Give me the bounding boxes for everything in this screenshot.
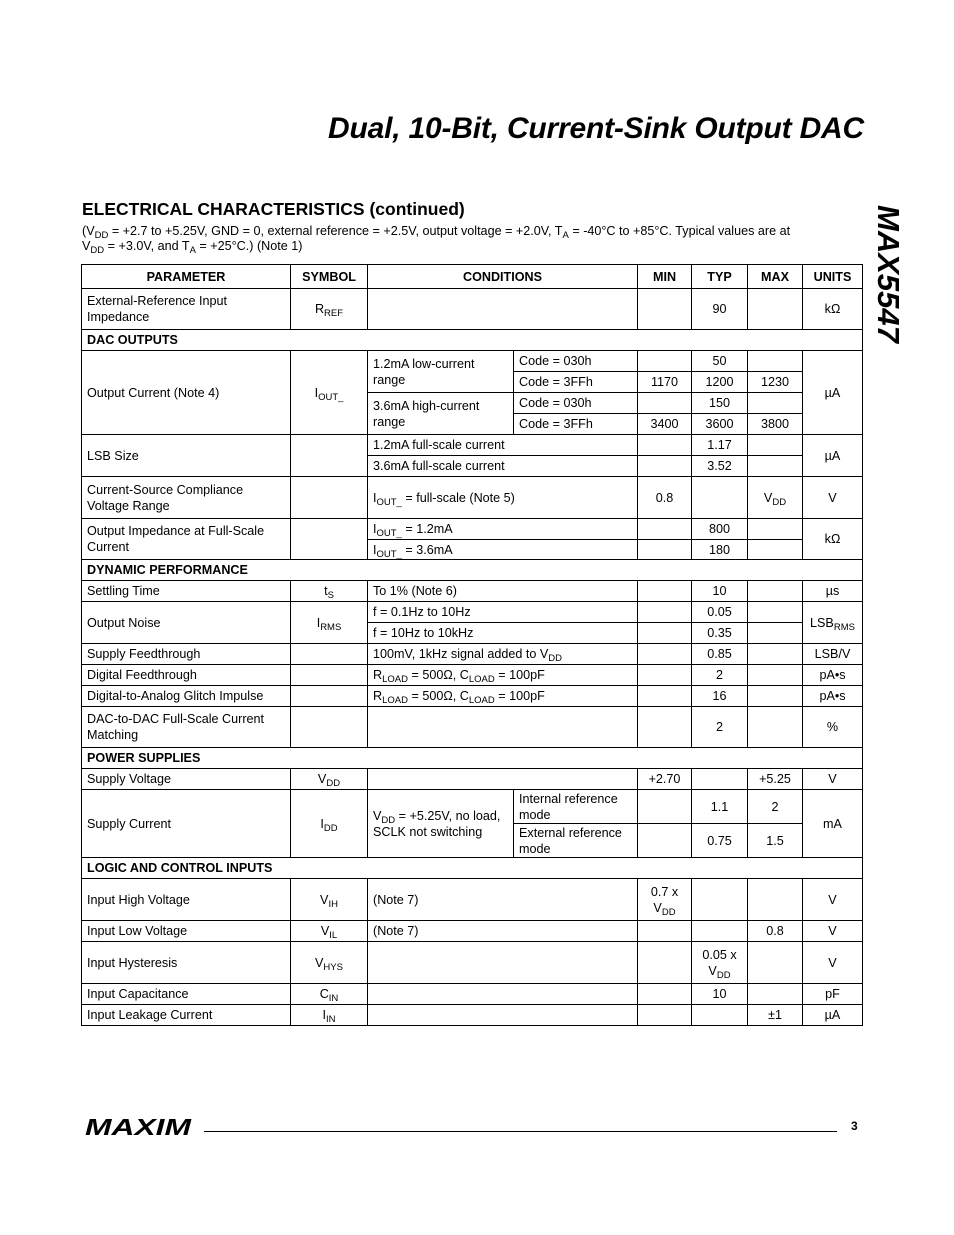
units-cell: µA bbox=[803, 435, 863, 477]
param-cell: DAC-to-DAC Full-Scale Current Matching bbox=[82, 707, 291, 748]
symbol-cell: $C_{IN}$ bbox=[291, 984, 368, 1005]
typ-cell: 180 bbox=[692, 540, 748, 560]
typ-cell: 10 bbox=[692, 984, 748, 1005]
units-cell: % bbox=[803, 707, 863, 748]
param-cell: Input Leakage Current bbox=[82, 1005, 291, 1026]
table-row bbox=[82, 707, 863, 748]
param-cell: Digital-to-Analog Glitch Impulse bbox=[82, 686, 291, 707]
table-row bbox=[82, 644, 863, 665]
condition-cell: 1.2mA low-current range bbox=[368, 351, 514, 393]
col-header-min: MIN bbox=[638, 265, 692, 289]
table-row bbox=[82, 602, 863, 623]
table-row bbox=[82, 665, 863, 686]
units-cell: kΩ bbox=[803, 519, 863, 560]
symbol-cell: $I_{OUT\_}$ bbox=[291, 351, 368, 435]
col-header-typ: TYP bbox=[692, 265, 748, 289]
section-row bbox=[82, 858, 863, 879]
typ-cell: 10 bbox=[692, 581, 748, 602]
maxim-logo bbox=[84, 1116, 192, 1143]
section-label: LOGIC AND CONTROL INPUTS bbox=[82, 858, 863, 879]
param-cell: Current-Source Compliance Voltage Range bbox=[82, 477, 291, 519]
maxim-logo-mark bbox=[84, 1116, 192, 1138]
typ-cell: 0.05 bbox=[692, 602, 748, 623]
typ-cell: 0.05 x $V_{DD}$ bbox=[692, 942, 748, 984]
max-cell: $V_{DD}$ bbox=[748, 477, 803, 519]
typ-cell: 150 bbox=[692, 393, 748, 414]
min-cell: 3400 bbox=[638, 414, 692, 435]
units-cell: pF bbox=[803, 984, 863, 1005]
min-cell: 1170 bbox=[638, 372, 692, 393]
table-row bbox=[82, 477, 863, 519]
max-cell: 3800 bbox=[748, 414, 803, 435]
param-cell: Input Capacitance bbox=[82, 984, 291, 1005]
units-cell: V bbox=[803, 879, 863, 921]
param-cell: LSB Size bbox=[82, 435, 291, 477]
symbol-cell: $R_{REF}$ bbox=[291, 289, 368, 330]
symbol-cell: $V_{DD}$ bbox=[291, 769, 368, 790]
units-cell: $LSB_{RMS}$ bbox=[803, 602, 863, 644]
min-cell: 0.8 bbox=[638, 477, 692, 519]
units-cell: µA bbox=[803, 351, 863, 435]
typ-cell: 50 bbox=[692, 351, 748, 372]
typ-cell: 0.75 bbox=[692, 824, 748, 858]
section-label: POWER SUPPLIES bbox=[82, 748, 863, 769]
units-cell: V bbox=[803, 477, 863, 519]
table-header-row bbox=[82, 265, 863, 289]
typ-cell: 0.35 bbox=[692, 623, 748, 644]
conditions-line-2: $V_{DD} = +3.0V$, and $T_A = +25^\circ C$.) (Note 1) bbox=[82, 239, 303, 256]
symbol-cell: $V_{IL}$ bbox=[291, 921, 368, 942]
condition-cell: To 1% (Note 6) bbox=[368, 581, 638, 602]
units-cell: pA•s bbox=[803, 665, 863, 686]
typ-cell: 2 bbox=[692, 665, 748, 686]
min-cell: 0.7 x $V_{DD}$ bbox=[638, 879, 692, 921]
units-cell: V bbox=[803, 942, 863, 984]
condition-cell: (Note 7) bbox=[368, 879, 638, 921]
symbol-cell: $V_{IH}$ bbox=[291, 879, 368, 921]
sub-condition-cell: External reference mode bbox=[514, 824, 638, 858]
typ-cell: 800 bbox=[692, 519, 748, 540]
table-row bbox=[82, 1005, 863, 1026]
condition-cell: $V_{DD} = +5.25V$, no load, SCLK not switching bbox=[368, 790, 514, 858]
symbol-cell: $V_{HYS}$ bbox=[291, 942, 368, 984]
condition-cell: f = 10Hz to 10kHz bbox=[368, 623, 638, 644]
units-cell: pA•s bbox=[803, 686, 863, 707]
typ-cell: 1.1 bbox=[692, 790, 748, 824]
table-row bbox=[82, 519, 863, 540]
typ-cell: 16 bbox=[692, 686, 748, 707]
units-cell: V bbox=[803, 769, 863, 790]
table-row bbox=[82, 942, 863, 984]
page-number: 3 bbox=[851, 1119, 858, 1133]
section-row bbox=[82, 748, 863, 769]
table-row bbox=[82, 790, 863, 824]
condition-cell: $R_{LOAD} = 500\Omega$, $C_{LOAD} = 100pF$ bbox=[368, 665, 638, 686]
max-cell: ±1 bbox=[748, 1005, 803, 1026]
param-cell: Input Low Voltage bbox=[82, 921, 291, 942]
units-cell: mA bbox=[803, 790, 863, 858]
condition-cell: $I_{OUT\_} = 1.2mA$ bbox=[368, 519, 638, 540]
symbol-cell: $I_{RMS}$ bbox=[291, 602, 368, 644]
param-cell: Output Noise bbox=[82, 602, 291, 644]
condition-cell: 1.2mA full-scale current bbox=[368, 435, 638, 456]
sub-condition-cell: Code = 030h bbox=[514, 351, 638, 372]
param-cell: Supply Feedthrough bbox=[82, 644, 291, 665]
section-row bbox=[82, 330, 863, 351]
sub-condition-cell: Code = 030h bbox=[514, 393, 638, 414]
table-row bbox=[82, 351, 863, 372]
col-header-max: MAX bbox=[748, 265, 803, 289]
symbol-cell: $I_{DD}$ bbox=[291, 790, 368, 858]
symbol-cell: $I_{IN}$ bbox=[291, 1005, 368, 1026]
min-cell: +2.70 bbox=[638, 769, 692, 790]
col-header-conditions: CONDITIONS bbox=[368, 265, 638, 289]
max-cell: 0.8 bbox=[748, 921, 803, 942]
typ-cell: 2 bbox=[692, 707, 748, 748]
condition-cell: $I_{OUT\_} = 3.6mA$ bbox=[368, 540, 638, 560]
typ-cell: 90 bbox=[692, 289, 748, 330]
section-label: DYNAMIC PERFORMANCE bbox=[82, 560, 863, 581]
param-cell: External-Reference Input Impedance bbox=[82, 289, 291, 330]
max-cell: 1230 bbox=[748, 372, 803, 393]
condition-cell: f = 0.1Hz to 10Hz bbox=[368, 602, 638, 623]
units-cell: µA bbox=[803, 1005, 863, 1026]
side-part-number: MAX5547 bbox=[871, 205, 906, 343]
conditions-line-1: ($V_{DD} = +2.7$ to +5.25V, GND = 0, external reference = +2.5V, output voltage = +2.0V, $T_A = -40^\circ C$ to +85°C. Typical values are at bbox=[82, 224, 791, 241]
symbol-cell: $t_S$ bbox=[291, 581, 368, 602]
table-row bbox=[82, 435, 863, 456]
param-cell: Input Hysteresis bbox=[82, 942, 291, 984]
param-cell: Output Impedance at Full-Scale Current bbox=[82, 519, 291, 560]
condition-cell: 3.6mA full-scale current bbox=[368, 456, 638, 477]
units-cell: LSB/V bbox=[803, 644, 863, 665]
table-row bbox=[82, 984, 863, 1005]
param-cell: Digital Feedthrough bbox=[82, 665, 291, 686]
table-row bbox=[82, 921, 863, 942]
col-header-symbol: SYMBOL bbox=[291, 265, 368, 289]
max-cell: 1.5 bbox=[748, 824, 803, 858]
condition-cell: 100mV, 1kHz signal added to $V_{DD}$ bbox=[368, 644, 638, 665]
param-cell: Output Current (Note 4) bbox=[82, 351, 291, 435]
param-cell: Supply Voltage bbox=[82, 769, 291, 790]
section-label: DAC OUTPUTS bbox=[82, 330, 863, 351]
sub-condition-cell: Code = 3FFh bbox=[514, 414, 638, 435]
typ-cell: 3.52 bbox=[692, 456, 748, 477]
param-cell: Settling Time bbox=[82, 581, 291, 602]
units-cell: V bbox=[803, 921, 863, 942]
test-conditions bbox=[82, 224, 862, 254]
section-row bbox=[82, 560, 863, 581]
condition-cell: $R_{LOAD} = 500\Omega$, $C_{LOAD} = 100pF$ bbox=[368, 686, 638, 707]
condition-cell: 3.6mA high-current range bbox=[368, 393, 514, 435]
sub-condition-cell: Code = 3FFh bbox=[514, 372, 638, 393]
sub-condition-cell: Internal reference mode bbox=[514, 790, 638, 824]
condition-cell: $I_{OUT\_}$ = full-scale (Note 5) bbox=[368, 477, 638, 519]
table-row bbox=[82, 879, 863, 921]
footer-rule bbox=[204, 1131, 837, 1132]
page-title: Dual, 10-Bit, Current-Sink Output DAC bbox=[328, 112, 864, 145]
max-cell: +5.25 bbox=[748, 769, 803, 790]
units-cell: µs bbox=[803, 581, 863, 602]
typ-cell: 1200 bbox=[692, 372, 748, 393]
typ-cell: 1.17 bbox=[692, 435, 748, 456]
svg-text:MAXIM: MAXIM bbox=[85, 1116, 192, 1138]
col-header-parameter: PARAMETER bbox=[82, 265, 291, 289]
condition-cell: (Note 7) bbox=[368, 921, 638, 942]
max-cell: 2 bbox=[748, 790, 803, 824]
table-row bbox=[82, 769, 863, 790]
typ-cell: 0.85 bbox=[692, 644, 748, 665]
table-row bbox=[82, 686, 863, 707]
param-cell: Supply Current bbox=[82, 790, 291, 858]
electrical-characteristics-table bbox=[81, 264, 863, 1026]
table-row bbox=[82, 581, 863, 602]
table-row bbox=[82, 289, 863, 330]
col-header-units: UNITS bbox=[803, 265, 863, 289]
param-cell: Input High Voltage bbox=[82, 879, 291, 921]
section-heading: ELECTRICAL CHARACTERISTICS (continued) bbox=[82, 199, 465, 219]
typ-cell: 3600 bbox=[692, 414, 748, 435]
units-cell: kΩ bbox=[803, 289, 863, 330]
